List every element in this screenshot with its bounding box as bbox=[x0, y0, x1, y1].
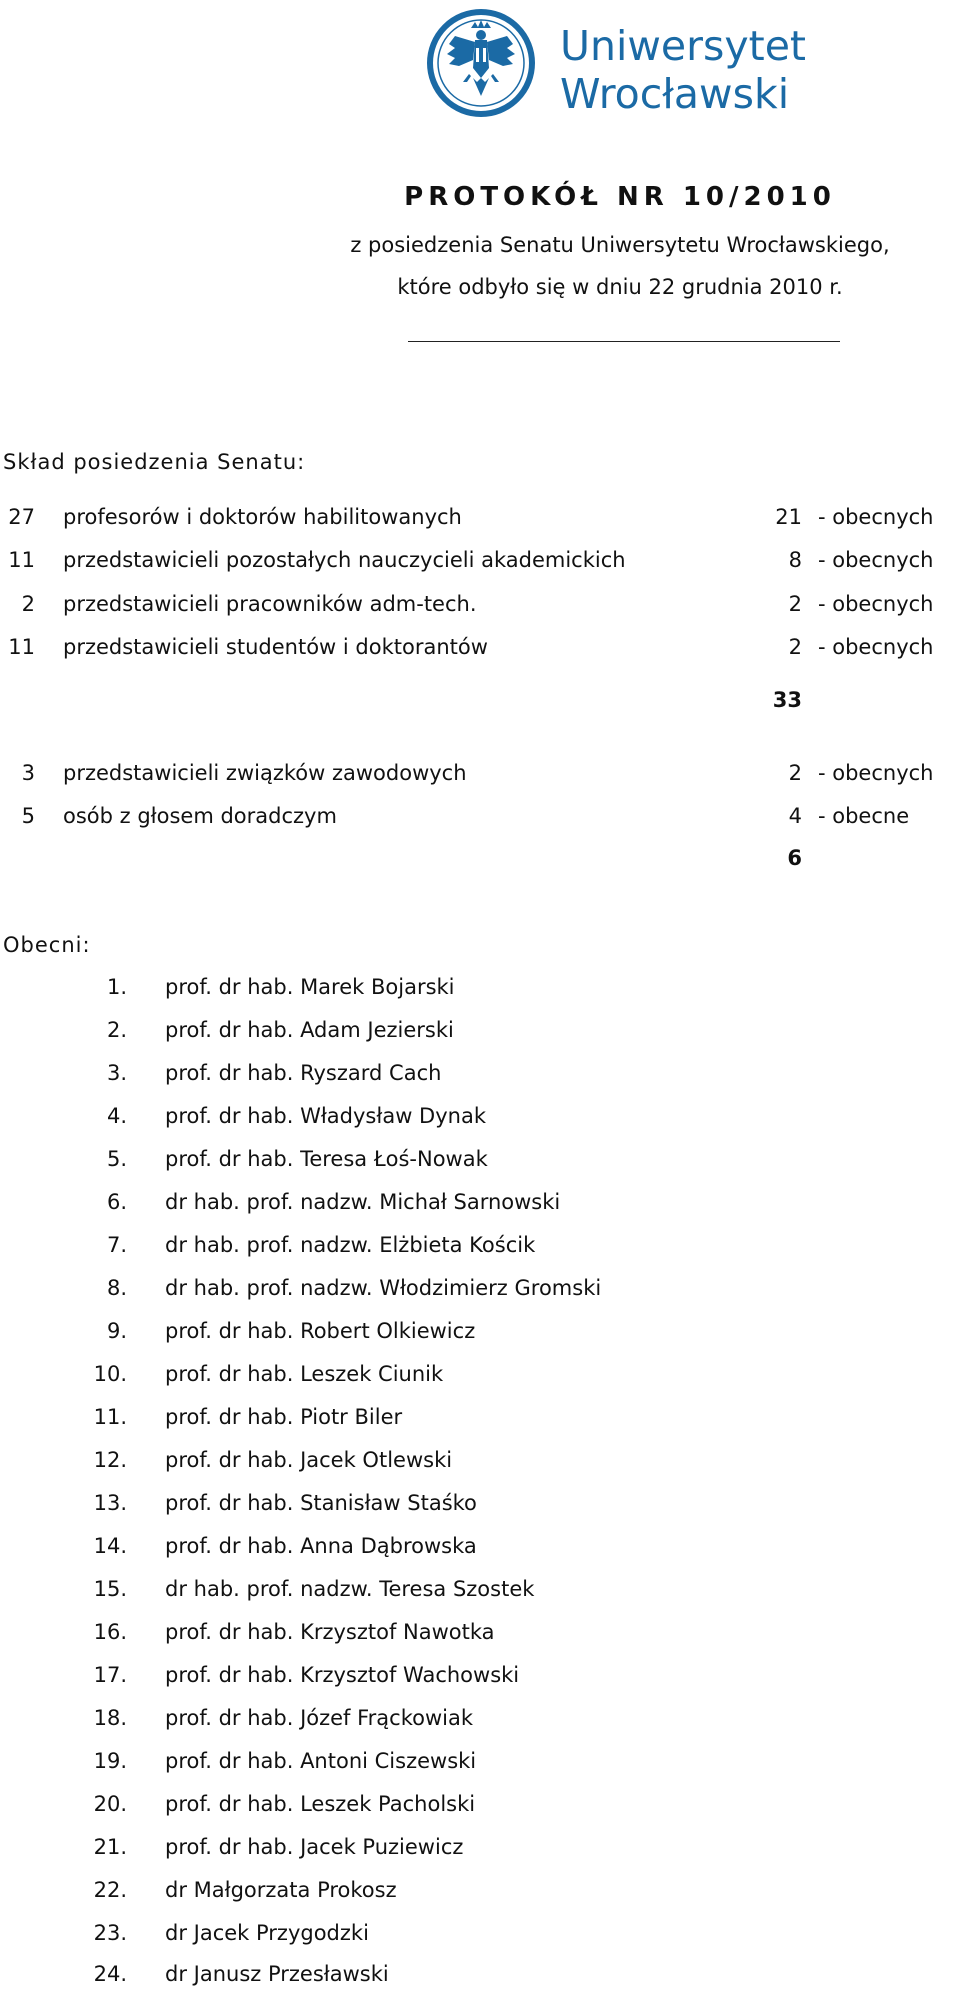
list-item bbox=[0, 1663, 960, 1693]
attendee-name: prof. dr hab. Jacek Otlewski bbox=[165, 1448, 453, 1472]
list-item bbox=[0, 1147, 960, 1177]
present-label: - obecnych bbox=[818, 548, 934, 572]
list-item bbox=[0, 1706, 960, 1736]
present-label: - obecnych bbox=[818, 761, 934, 785]
list-item bbox=[0, 1962, 960, 1992]
present-label: - obecnych bbox=[818, 592, 934, 616]
list-index: 6. bbox=[106, 1190, 127, 1214]
member-group: przedstawicieli pozostałych nauczycieli akademickich bbox=[63, 548, 626, 572]
attendees-heading: Obecni: bbox=[3, 933, 91, 957]
attendee-name: dr hab. prof. nadzw. Michał Sarnowski bbox=[165, 1190, 561, 1214]
attendee-name: prof. dr hab. Antoni Ciszewski bbox=[165, 1749, 477, 1773]
attendee-name: prof. dr hab. Ryszard Cach bbox=[165, 1061, 442, 1085]
list-item bbox=[0, 1534, 960, 1564]
list-index: 11. bbox=[93, 1405, 127, 1429]
member-group: profesorów i doktorów habilitowanych bbox=[63, 505, 462, 529]
list-index: 14. bbox=[93, 1534, 127, 1558]
list-item bbox=[0, 1792, 960, 1822]
attendee-name: prof. dr hab. Piotr Biler bbox=[165, 1405, 403, 1429]
document-subtitle-line2: które odbyło się w dniu 22 grudnia 2010 r. bbox=[397, 275, 843, 299]
attendee-name: prof. dr hab. Józef Frąckowiak bbox=[165, 1706, 474, 1730]
present-count: 21 bbox=[775, 505, 802, 529]
attendee-name: dr Janusz Przesławski bbox=[165, 1962, 389, 1986]
composition-row bbox=[0, 548, 960, 578]
member-group: przedstawicieli studentów i doktorantów bbox=[63, 635, 488, 659]
list-item bbox=[0, 1405, 960, 1435]
attendee-name: prof. dr hab. Stanisław Staśko bbox=[165, 1491, 477, 1515]
composition-heading: Skład posiedzenia Senatu: bbox=[3, 450, 306, 474]
attendee-name: prof. dr hab. Krzysztof Wachowski bbox=[165, 1663, 520, 1687]
logo-text-line1: Uniwersytet bbox=[560, 22, 806, 70]
list-index: 17. bbox=[93, 1663, 127, 1687]
attendee-name: dr hab. prof. nadzw. Teresa Szostek bbox=[165, 1577, 535, 1601]
present-count: 2 bbox=[788, 635, 802, 659]
list-index: 8. bbox=[106, 1276, 127, 1300]
attendee-name: prof. dr hab. Jacek Puziewicz bbox=[165, 1835, 464, 1859]
list-item bbox=[0, 1276, 960, 1306]
list-index: 22. bbox=[93, 1878, 127, 1902]
list-item bbox=[0, 1620, 960, 1650]
member-count: 5 bbox=[21, 804, 35, 828]
list-item bbox=[0, 1319, 960, 1349]
present-label: - obecnych bbox=[818, 635, 934, 659]
present-count: 2 bbox=[788, 592, 802, 616]
attendee-name: dr hab. prof. nadzw. Włodzimierz Gromski bbox=[165, 1276, 602, 1300]
list-index: 23. bbox=[93, 1921, 127, 1945]
list-index: 21. bbox=[93, 1835, 127, 1859]
list-index: 4. bbox=[106, 1104, 127, 1128]
member-count: 27 bbox=[8, 505, 35, 529]
list-index: 24. bbox=[93, 1962, 127, 1986]
list-index: 20. bbox=[93, 1792, 127, 1816]
present-label: - obecnych bbox=[818, 505, 934, 529]
member-count: 11 bbox=[8, 635, 35, 659]
attendee-name: prof. dr hab. Teresa Łoś-Nowak bbox=[165, 1147, 488, 1171]
present-count: 2 bbox=[788, 761, 802, 785]
attendee-name: prof. dr hab. Krzysztof Nawotka bbox=[165, 1620, 495, 1644]
composition-row bbox=[0, 635, 960, 665]
present-count: 4 bbox=[788, 804, 802, 828]
member-group: przedstawicieli pracowników adm-tech. bbox=[63, 592, 477, 616]
composition-row bbox=[0, 761, 960, 791]
document-title: PROTOKÓŁ NR 10/2010 bbox=[404, 182, 836, 212]
attendee-name: prof. dr hab. Adam Jezierski bbox=[165, 1018, 454, 1042]
attendee-name: prof. dr hab. Marek Bojarski bbox=[165, 975, 455, 999]
document-subtitle-line1: z posiedzenia Senatu Uniwersytetu Wrocławskiego, bbox=[350, 233, 890, 257]
list-index: 9. bbox=[106, 1319, 127, 1343]
list-item bbox=[0, 1233, 960, 1263]
composition-row bbox=[0, 804, 960, 834]
list-index: 12. bbox=[93, 1448, 127, 1472]
list-index: 19. bbox=[93, 1749, 127, 1773]
member-count: 2 bbox=[21, 592, 35, 616]
list-item bbox=[0, 1835, 960, 1865]
list-index: 2. bbox=[106, 1018, 127, 1042]
list-index: 18. bbox=[93, 1706, 127, 1730]
attendee-name: dr Jacek Przygodzki bbox=[165, 1921, 369, 1945]
list-index: 10. bbox=[93, 1362, 127, 1386]
list-index: 7. bbox=[106, 1233, 127, 1257]
header-divider bbox=[408, 341, 840, 342]
list-item bbox=[0, 1018, 960, 1048]
attendee-name: prof. dr hab. Leszek Ciunik bbox=[165, 1362, 444, 1386]
list-item bbox=[0, 1190, 960, 1220]
list-item bbox=[0, 1104, 960, 1134]
attendee-name: prof. dr hab. Władysław Dynak bbox=[165, 1104, 486, 1128]
present-count: 8 bbox=[788, 548, 802, 572]
attendee-name: prof. dr hab. Anna Dąbrowska bbox=[165, 1534, 477, 1558]
list-item bbox=[0, 1362, 960, 1392]
present-label: - obecne bbox=[818, 804, 910, 828]
list-index: 1. bbox=[106, 975, 127, 999]
list-item bbox=[0, 1878, 960, 1908]
list-index: 5. bbox=[106, 1147, 127, 1171]
member-count: 11 bbox=[8, 548, 35, 572]
member-group: osób z głosem doradczym bbox=[63, 804, 337, 828]
list-item bbox=[0, 1577, 960, 1607]
attendee-name: prof. dr hab. Robert Olkiewicz bbox=[165, 1319, 476, 1343]
total-present-advisory: 6 bbox=[787, 846, 802, 870]
list-index: 13. bbox=[93, 1491, 127, 1515]
composition-row bbox=[0, 592, 960, 622]
member-count: 3 bbox=[21, 761, 35, 785]
list-item bbox=[0, 1448, 960, 1478]
list-item bbox=[0, 1921, 960, 1951]
total-present-voting: 33 bbox=[772, 688, 802, 712]
list-index: 16. bbox=[93, 1620, 127, 1644]
list-index: 15. bbox=[93, 1577, 127, 1601]
member-group: przedstawicieli związków zawodowych bbox=[63, 761, 467, 785]
university-logo bbox=[425, 8, 805, 118]
attendee-name: dr hab. prof. nadzw. Elżbieta Kościk bbox=[165, 1233, 536, 1257]
list-item bbox=[0, 975, 960, 1005]
composition-row bbox=[0, 505, 960, 535]
list-item bbox=[0, 1491, 960, 1521]
list-item bbox=[0, 1749, 960, 1779]
university-eagle-emblem-icon bbox=[425, 8, 541, 118]
logo-text-line2: Wrocławski bbox=[560, 70, 790, 118]
list-index: 3. bbox=[106, 1061, 127, 1085]
attendee-name: prof. dr hab. Leszek Pacholski bbox=[165, 1792, 476, 1816]
list-item bbox=[0, 1061, 960, 1091]
attendee-name: dr Małgorzata Prokosz bbox=[165, 1878, 397, 1902]
